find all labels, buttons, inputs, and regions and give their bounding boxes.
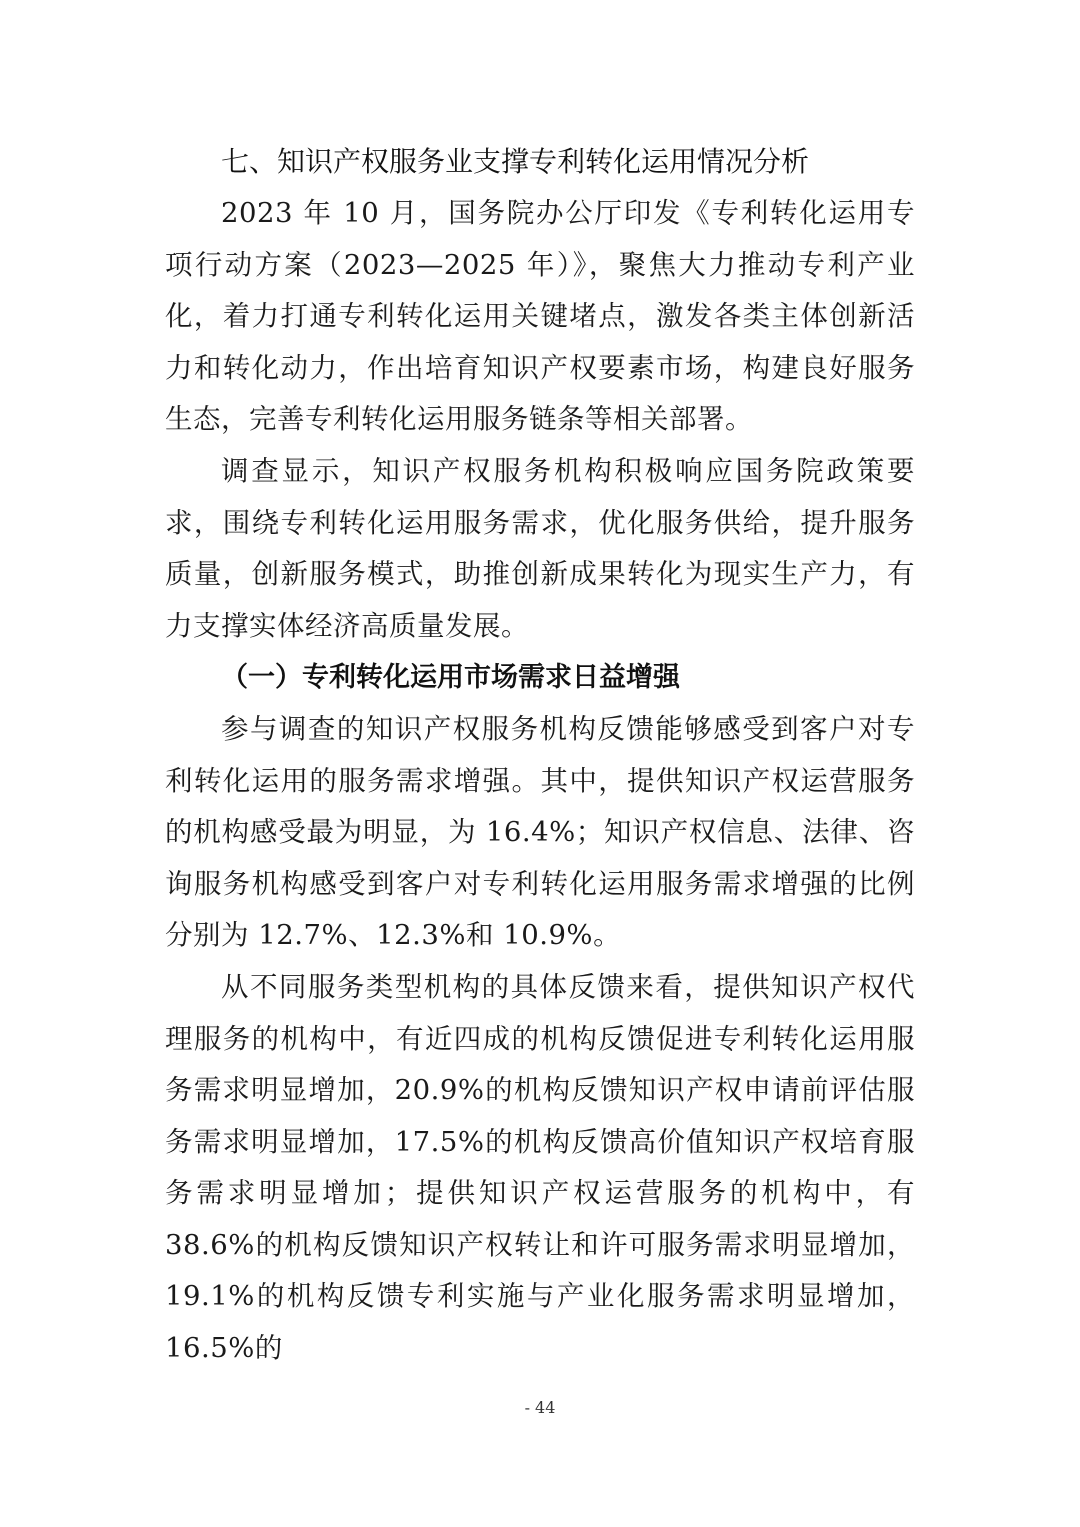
page-number: - 44 [524, 1398, 556, 1417]
paragraph-survey-summary: 调查显示，知识产权服务机构积极响应国务院政策要求，围绕专利转化运用服务需求，优化服务供给，提升服务质量，创新服务模式，助推创新成果转化为现实生产力，有力支撑实体经济高质量发展。 [165, 454, 915, 642]
section-heading: 七、知识产权服务业支撑专利转化运用情况分析 [221, 145, 810, 178]
page-body [165, 138, 915, 1375]
subsection-heading: （一）专利转化运用市场需求日益增强 [221, 662, 680, 694]
paragraph-demand-feedback: 参与调查的知识产权服务机构反馈能够感受到客户对专利转化运用的服务需求增强。其中，提供知识产权运营服务的机构感受最为明显，为 16.4%；知识产权信息、法律、咨询服务机构感受到客户对专利转化运用服务需求增强的比例分别为 12.7%、12.3%和 10.9%。 [165, 712, 915, 952]
paragraph-policy-background: 2023 年 10 月，国务院办公厅印发《专利转化运用专项行动方案（2023—2025 年）》，聚焦大力推动专利产业化，着力打通专利转化运用关键堵点，激发各类主体创新活力和转化动力，作出培育知识产权要素市场，构建良好服务生态，完善专利转化运用服务链条等相关部署。 [165, 197, 915, 436]
paragraph-service-type-feedback: 从不同服务类型机构的具体反馈来看，提供知识产权代理服务的机构中，有近四成的机构反馈促进专利转化运用服务需求明显增加，20.9%的机构反馈知识产权申请前评估服务需求明显增加，17.5%的机构反馈高价值知识产权培育服务需求明显增加；提供知识产权运营服务的机构中，有 38.6%的机构反馈知识产权转让和许可服务需求明显增加，19.1%的机构反馈专利实施与产业化服务需求明显增加，16.5%的 [165, 970, 915, 1365]
